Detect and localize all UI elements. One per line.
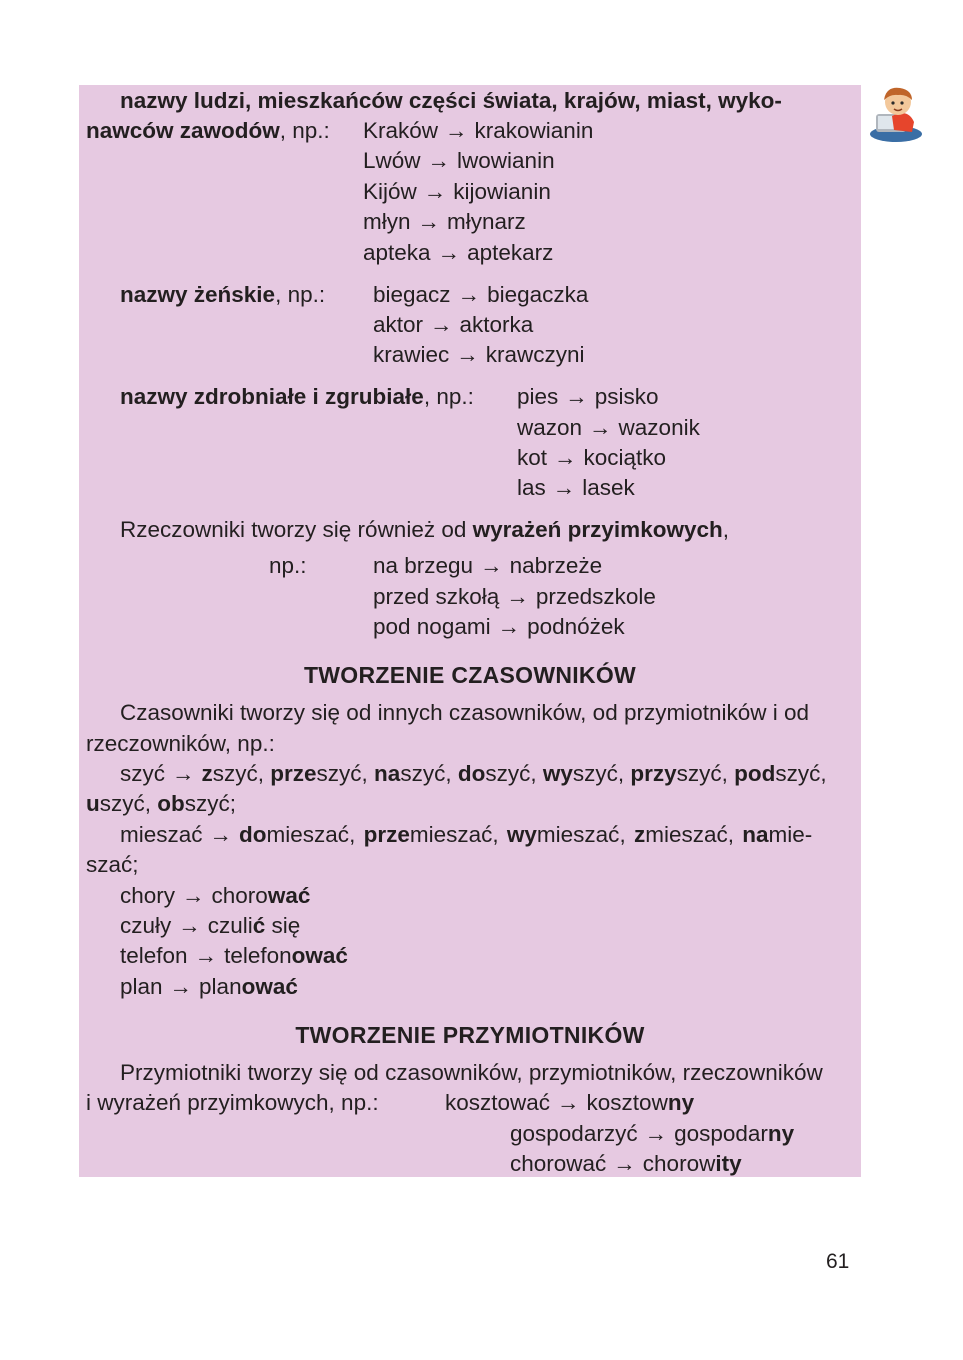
s4-example: przed szkołą → przedszkole bbox=[373, 584, 656, 609]
heading-verbs: TWORZENIE CZASOWNIKÓW bbox=[303, 662, 637, 688]
s3-example: wazon → wazonik bbox=[517, 415, 700, 440]
s4-np: np.: bbox=[269, 553, 307, 578]
s1-example: Lwów → lwowianin bbox=[363, 148, 555, 173]
s1-line1: nazwy ludzi, mieszkańców części świata, krajów, miast, wyko- bbox=[120, 88, 782, 113]
v-szyc-line1: szyć → zszyć, przeszyć, naszyć, doszyć, wyszyć, przyszyć, podszyć, bbox=[120, 761, 827, 786]
v-szyc-line2: uszyć, obszyć; bbox=[86, 791, 237, 816]
s1-line2-rest: , np.: bbox=[279, 118, 330, 143]
s1-line2 bbox=[86, 116, 330, 146]
s2-example: aktor → aktorka bbox=[373, 312, 534, 337]
s4-intro: Rzeczowniki tworzy się również od wyrażeń przyimkowych, bbox=[120, 517, 729, 542]
v-intro-2: rzeczowników, np.: bbox=[86, 731, 275, 756]
v-deriv: plan → planować bbox=[120, 974, 298, 999]
s1-example: młyn → młynarz bbox=[363, 209, 526, 234]
s1-line2-bold: nawców zawodów bbox=[86, 118, 280, 143]
s4-example: na brzegu → nabrzeże bbox=[373, 553, 603, 578]
s3-example: pies → psisko bbox=[517, 384, 659, 409]
s3-example: kot → kociątko bbox=[517, 445, 667, 470]
a-example: kosztować → kosztowny bbox=[445, 1090, 695, 1115]
s3-label: nazwy zdrobniałe i zgrubiałe, np.: bbox=[120, 384, 474, 409]
s3-example: las → lasek bbox=[517, 475, 635, 500]
v-miesz-line2: szać; bbox=[86, 852, 139, 877]
v-miesz-line1: mieszać → domieszać, przemieszać, wymieszać, zmieszać, namie- bbox=[120, 822, 813, 847]
s1-example: Kijów → kijowianin bbox=[363, 179, 551, 204]
a-example: gospodarzyć → gospodarny bbox=[510, 1121, 795, 1146]
s1-example: apteka → aptekarz bbox=[363, 240, 554, 265]
boy-with-laptop-icon bbox=[862, 82, 928, 144]
a-intro-1: Przymiotniki tworzy się od czasowników, przymiotników, rzeczowników bbox=[120, 1060, 823, 1085]
v-deriv: chory → chorować bbox=[120, 883, 311, 908]
a-example: chorować → chorowity bbox=[510, 1151, 742, 1176]
s4-example: pod nogami → podnóżek bbox=[373, 614, 625, 639]
page-number: 61 bbox=[826, 1250, 850, 1273]
v-deriv: telefon → telefonować bbox=[120, 943, 348, 968]
s2-label: nazwy żeńskie, np.: bbox=[120, 282, 326, 307]
v-deriv: czuły → czulić się bbox=[120, 913, 301, 938]
a-intro-2: i wyrażeń przyimkowych, np.: bbox=[86, 1090, 379, 1115]
s1-example: Kraków → krakowianin bbox=[363, 118, 594, 143]
heading-adjectives: TWORZENIE PRZYMIOTNIKÓW bbox=[295, 1022, 645, 1048]
v-intro-1: Czasowniki tworzy się od innych czasowników, od przymiotników i od bbox=[120, 700, 810, 725]
s2-example: biegacz → biegaczka bbox=[373, 282, 589, 307]
s2-example: krawiec → krawczyni bbox=[373, 342, 585, 367]
